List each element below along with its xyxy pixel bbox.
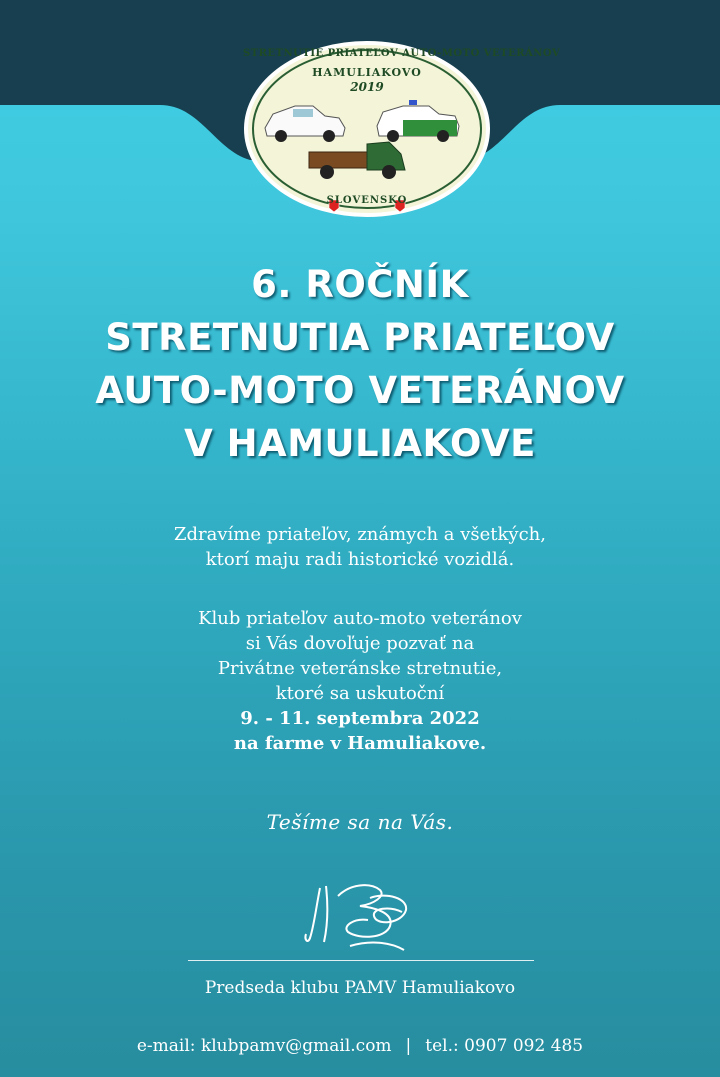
invitation-line-1: Klub priateľov auto-moto veteránov	[198, 608, 522, 629]
logo-town: HAMULIAKOVO	[312, 66, 422, 79]
email-contact[interactable]: e-mail: klubpamv@gmail.com	[136, 1036, 392, 1056]
signoff-text: Tešíme sa na Vás.	[266, 810, 454, 834]
greeting-line-2: ktorí maju radi historické vozidlá.	[205, 549, 515, 570]
signature-image	[290, 868, 420, 958]
headline-line-4: V HAMULIAKOVE	[184, 422, 536, 465]
phone-contact[interactable]: tel.: 0907 092 485	[425, 1036, 584, 1056]
greeting-paragraph	[0, 522, 720, 572]
invitation-paragraph	[0, 606, 720, 756]
signature-line	[188, 960, 534, 961]
event-place: na farme v Hamuliakove.	[233, 733, 487, 754]
headline-line-1: 6. ROČNÍK	[251, 263, 469, 306]
invitation-line-2: si Vás dovoľuje pozvať na	[245, 633, 475, 654]
logo-country: SLOVENSKO	[326, 195, 408, 206]
invitation-line-4: ktoré sa uskutoční	[275, 683, 445, 704]
headline-line-3: AUTO-MOTO VETERÁNOV	[95, 369, 625, 412]
event-date: 9. - 11. septembra 2022	[240, 708, 480, 729]
invitation-line-3: Privátne veteránske stretnutie,	[217, 658, 503, 679]
logo-year: 2019	[350, 80, 384, 94]
footer-separator: |	[405, 1036, 412, 1056]
greeting-line-1: Zdravíme priateľov, známych a všetkých,	[174, 524, 546, 545]
event-headline	[0, 258, 720, 470]
contact-footer	[0, 1036, 720, 1056]
chairman-title: Predseda klubu PAMV Hamuliakovo	[204, 978, 516, 998]
headline-line-2: STRETNUTIA PRIATEĽOV	[105, 316, 615, 359]
event-logo	[243, 40, 561, 218]
logo-arc-text: STRETNUTIE PRIATEĽOV AUTO-MOTO VETERÁNOV	[243, 48, 561, 59]
